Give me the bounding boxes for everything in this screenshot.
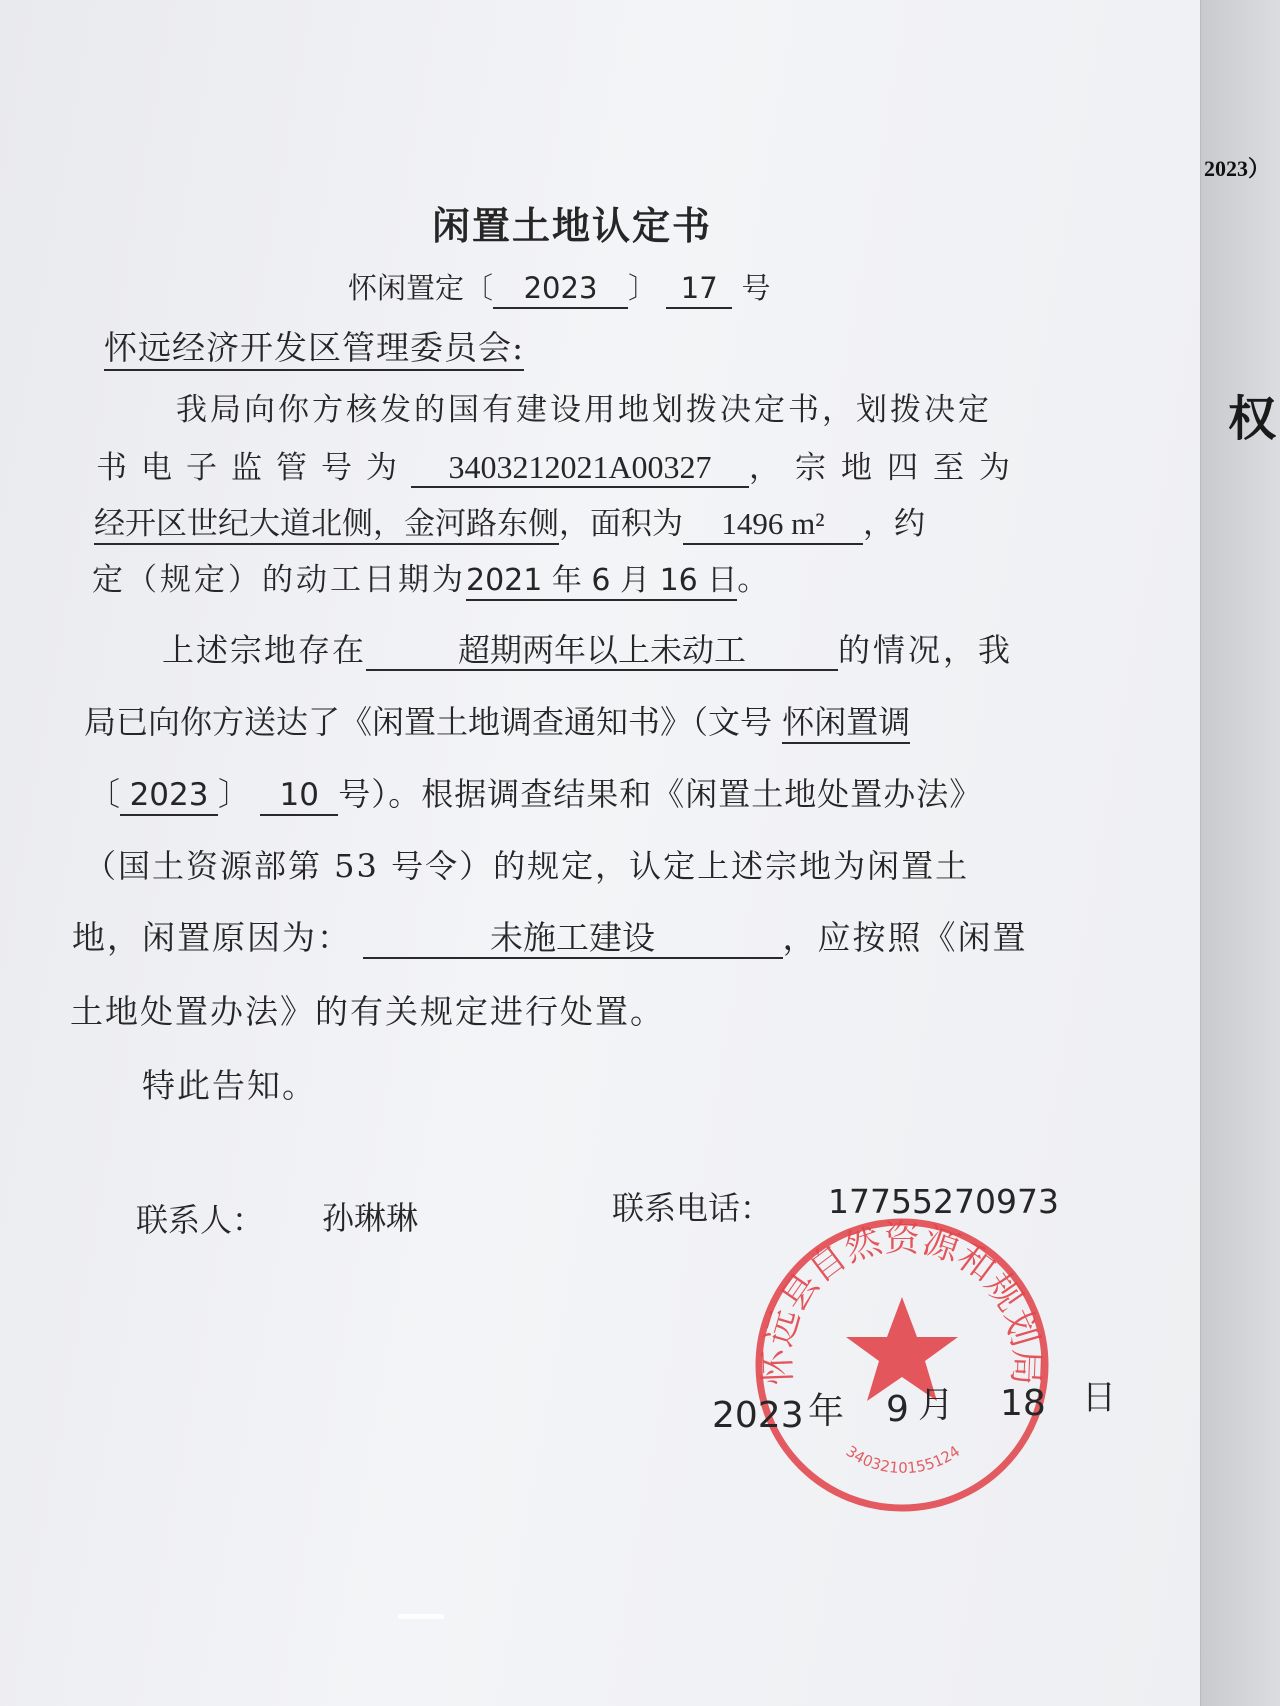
- para2-l5-pre: 地，闲置原因为：: [72, 918, 352, 957]
- para1-l3-mid: ，面积为: [559, 506, 683, 542]
- notice-prefix: 怀闲置调: [782, 703, 910, 744]
- official-seal: [752, 1215, 1052, 1515]
- doc-number-prefix: 怀闲置定〔: [348, 271, 494, 305]
- seal-text: 怀远县自然资源和规划局: [757, 1218, 1047, 1386]
- document-number: [348, 268, 770, 309]
- adjacent-page-edge: [1200, 0, 1280, 1706]
- adjacent-page-char: 权: [1228, 391, 1277, 447]
- para2-line3: [88, 774, 982, 816]
- para1-line3: [94, 504, 925, 545]
- para1-l4-post: 。: [737, 562, 769, 598]
- para2-l5-post: ，应按照《闲置: [782, 918, 1028, 957]
- date-month: 9: [886, 1389, 909, 1430]
- doc-number-value: 17: [666, 269, 732, 309]
- date-day: 18: [1000, 1383, 1046, 1424]
- date-year: 2023: [712, 1395, 804, 1436]
- doc-number-suffix: 号: [741, 271, 771, 305]
- para1-l2-pre: 书电子监管号为: [96, 450, 411, 486]
- para1-line4: [92, 560, 768, 601]
- para1-line1: 我局向你方核发的国有建设用地划拨决定书，划拨决定: [176, 392, 992, 428]
- seal-code: 3403210155124: [842, 1442, 964, 1478]
- para2-l3-close: 〕: [218, 775, 251, 813]
- parcel-area: 1496 m²: [683, 505, 863, 545]
- date-month-unit: 月: [918, 1385, 955, 1426]
- doc-number-year: 2023: [493, 269, 628, 309]
- para2-l3-post: 号）。根据调查结果和《闲置土地处置办法》: [338, 775, 983, 813]
- contact-phone-label: 联系电话：: [612, 1189, 773, 1227]
- notice-year: 2023: [120, 776, 218, 816]
- supervision-number: 3403212021A00327: [411, 448, 749, 488]
- para2-line2: [84, 702, 910, 742]
- date-day-unit: 日: [1082, 1378, 1116, 1418]
- idle-situation: 超期两年以上未动工: [366, 631, 838, 671]
- parcel-boundaries: 经开区世纪大道北侧，金河路东侧: [94, 506, 559, 545]
- contact-person-label: 联系人：: [136, 1201, 265, 1239]
- para2-l1-post: 的情况，我: [838, 631, 1014, 669]
- para1-l2-post: ，宗地四至为: [749, 450, 1025, 486]
- contact-phone: 17755270973: [828, 1182, 1059, 1221]
- para2-line4: （国土资源部第 53 号令）的规定，认定上述宗地为闲置土: [84, 847, 970, 885]
- doc-number-bracket: 〕: [628, 271, 658, 305]
- para1-l4-pre: 定（规定）的动工日期为: [92, 562, 466, 598]
- para2-line1: [162, 630, 1013, 671]
- date-year-unit: 年: [808, 1391, 845, 1432]
- paper-mark: [398, 1614, 444, 1619]
- closing-text: 特此告知。: [142, 1066, 317, 1105]
- para2-line6: 土地处置办法》的有关规定进行处置。: [70, 992, 665, 1031]
- contact-person: 孙琳琳: [322, 1199, 419, 1237]
- para1-l3-post: ，约: [863, 506, 925, 542]
- adjacent-page-year: 2023）: [1204, 156, 1271, 181]
- recipient: 怀远经济开发区管理委员会:: [104, 328, 524, 371]
- para2-l1-pre: 上述宗地存在: [162, 631, 367, 669]
- para1-line2: [96, 448, 1025, 488]
- idle-reason: 未施工建设: [363, 919, 783, 959]
- document-title: 闲置土地认定书: [432, 204, 713, 248]
- para2-line5: [72, 918, 1028, 959]
- notice-number: 10: [260, 776, 338, 816]
- start-date: 2021 年 6 月 16 日: [466, 563, 737, 601]
- para2-l3-open: 〔: [88, 775, 121, 813]
- para2-l2-pre: 局已向你方送达了《闲置土地调查通知书》（文号: [84, 703, 773, 741]
